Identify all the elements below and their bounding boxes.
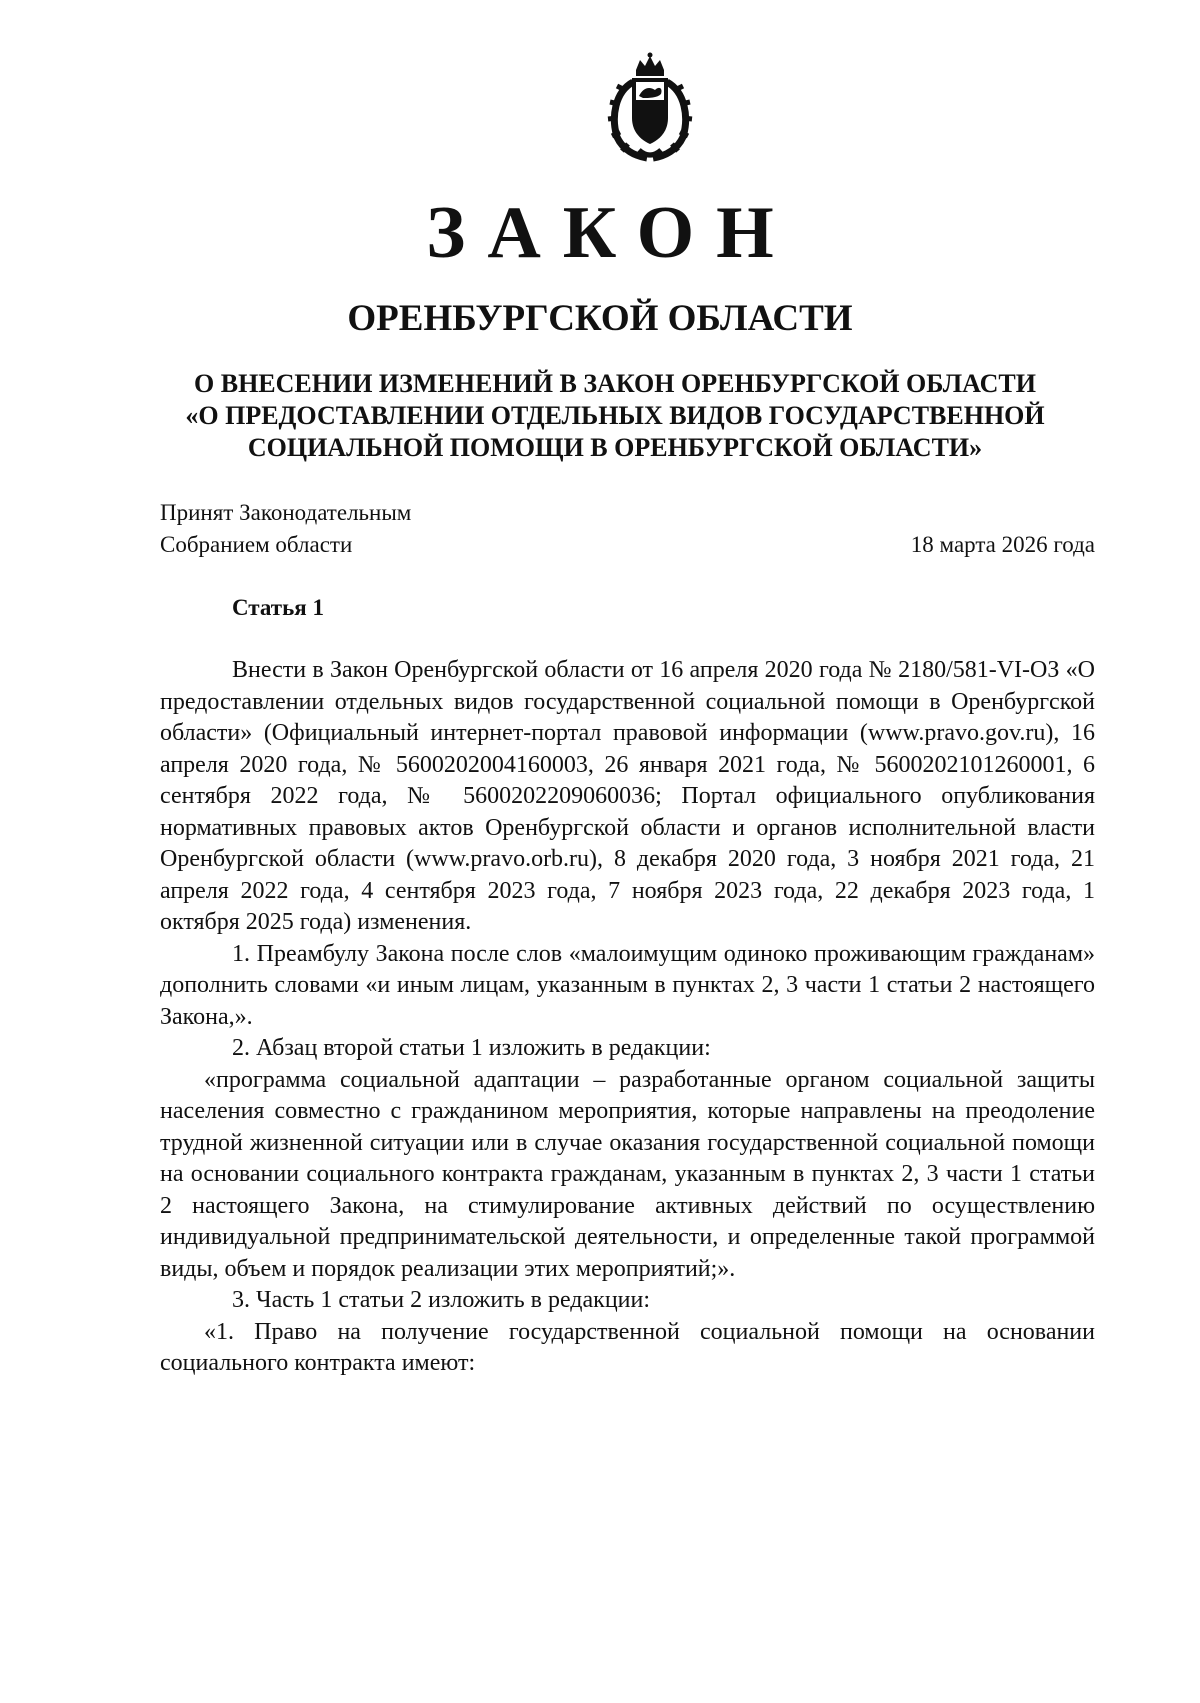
paragraph: «1. Право на получение государственной социальной помощи на основании социального контракта имеют: bbox=[160, 1318, 1095, 1376]
paragraph: 2. Абзац второй статьи 1 изложить в редакции: bbox=[232, 1035, 711, 1061]
paragraph: Внести в Закон Оренбургской области от 16 апреля 2020 года № 2180/581-VI-ОЗ «О предоставлении отдельных видов государственной социальной помощи в Оренбургской области» (Официальный интернет-портал правовой информации (www.pravo.gov.ru), 16 апреля 2020 года, № 5600202004160003, 26 января 2021 года, № 5600202101260001, 6 сентября 2022 года, № 5600202209060036; Портал официального опубликования нормативных правовых актов Оренбургской области и органов исполнительной власти Оренбургской области (www.pravo.orb.ru), 8 декабря 2020 года, 3 ноября 2021 года, 21 апреля 2022 года, 4 сентября 2023 года, 7 ноября 2023 года, 22 декабря 2023 года, 1 октября 2025 года) изменения. bbox=[160, 657, 1095, 935]
region-title: ОРЕНБУРГСКОЙ ОБЛАСТИ bbox=[347, 298, 853, 339]
paragraph: 3. Часть 1 статьи 2 изложить в редакции: bbox=[232, 1287, 651, 1313]
article-heading: Статья 1 bbox=[232, 595, 324, 620]
law-title: ЗАКОН bbox=[426, 192, 796, 274]
law-subject-title bbox=[150, 368, 1080, 464]
paragraph: 1. Преамбулу Закона после слов «малоимущим одиноко проживающим гражданам» дополнить словами «и иным лицам, указанным в пунктах 2, 3 части 1 статьи 2 настоящего Закона,». bbox=[160, 940, 1095, 1030]
coat-of-arms-icon bbox=[603, 52, 697, 162]
article-body bbox=[160, 655, 1095, 1380]
adoption-line: Принят Законодательным bbox=[160, 500, 412, 525]
paragraph: «программа социальной адаптации – разработанные органом социальной защиты населения совместно с гражданином мероприятия, которые направлены на преодоление трудной жизненной ситуации или в случае оказания государственной социальной помощи на основании социального контракта гражданам, указанным в пунктах 2, 3 части 1 статьи 2 настоящего Закона, на стимулирование активных действий по осуществлению индивидуальной предпринимательской деятельности, и определенные такой программой виды, объем и порядок реализации этих мероприятий;». bbox=[160, 1066, 1095, 1282]
adoption-date: 18 марта 2026 года bbox=[910, 532, 1095, 557]
subject-line: О ВНЕСЕНИИ ИЗМЕНЕНИЙ В ЗАКОН ОРЕНБУРГСКОЙ ОБЛАСТИ bbox=[194, 369, 1036, 398]
subject-line: «О ПРЕДОСТАВЛЕНИИ ОТДЕЛЬНЫХ ВИДОВ ГОСУДАРСТВЕННОЙ bbox=[185, 401, 1045, 430]
adoption-info bbox=[160, 497, 411, 561]
subject-line: СОЦИАЛЬНОЙ ПОМОЩИ В ОРЕНБУРГСКОЙ ОБЛАСТИ» bbox=[247, 433, 983, 462]
adoption-line: Собранием области bbox=[160, 532, 353, 557]
